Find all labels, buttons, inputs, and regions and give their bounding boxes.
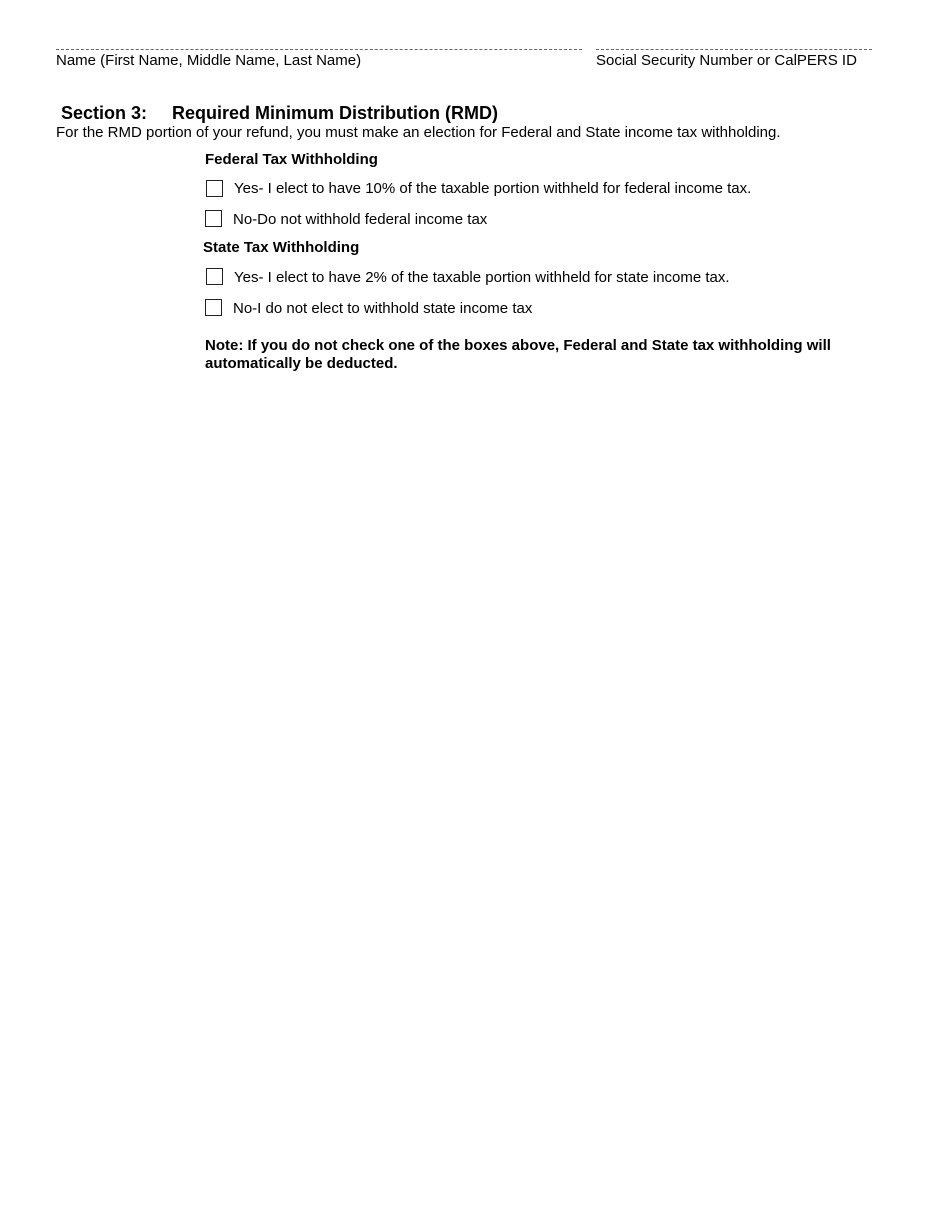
federal-no-checkbox[interactable]: [205, 210, 222, 227]
note-line-2: automatically be deducted.: [205, 355, 398, 372]
federal-heading: Federal Tax Withholding: [205, 151, 378, 168]
ssn-label: Social Security Number or CalPERS ID: [596, 52, 857, 69]
ssn-signature-line[interactable]: [596, 49, 872, 50]
state-yes-checkbox[interactable]: [206, 268, 223, 285]
name-label: Name (First Name, Middle Name, Last Name): [56, 52, 362, 69]
federal-no-label: No-Do not withhold federal income tax: [233, 211, 488, 228]
state-heading: State Tax Withholding: [203, 239, 360, 256]
state-no-label: No-I do not elect to withhold state income tax: [233, 300, 533, 317]
federal-yes-checkbox[interactable]: [206, 180, 223, 197]
note-line-1: Note: If you do not check one of the boxes above, Federal and State tax withholding will: [205, 337, 831, 354]
state-no-checkbox[interactable]: [205, 299, 222, 316]
section-intro: For the RMD portion of your refund, you must make an election for Federal and State income tax withholding.: [56, 124, 781, 141]
name-signature-line[interactable]: [56, 49, 582, 50]
section-title: Required Minimum Distribution (RMD): [172, 103, 498, 123]
section-number: Section 3:: [61, 103, 148, 123]
federal-yes-label: Yes- I elect to have 10% of the taxable portion withheld for federal income tax.: [234, 180, 752, 197]
state-yes-label: Yes- I elect to have 2% of the taxable portion withheld for state income tax.: [234, 269, 730, 286]
